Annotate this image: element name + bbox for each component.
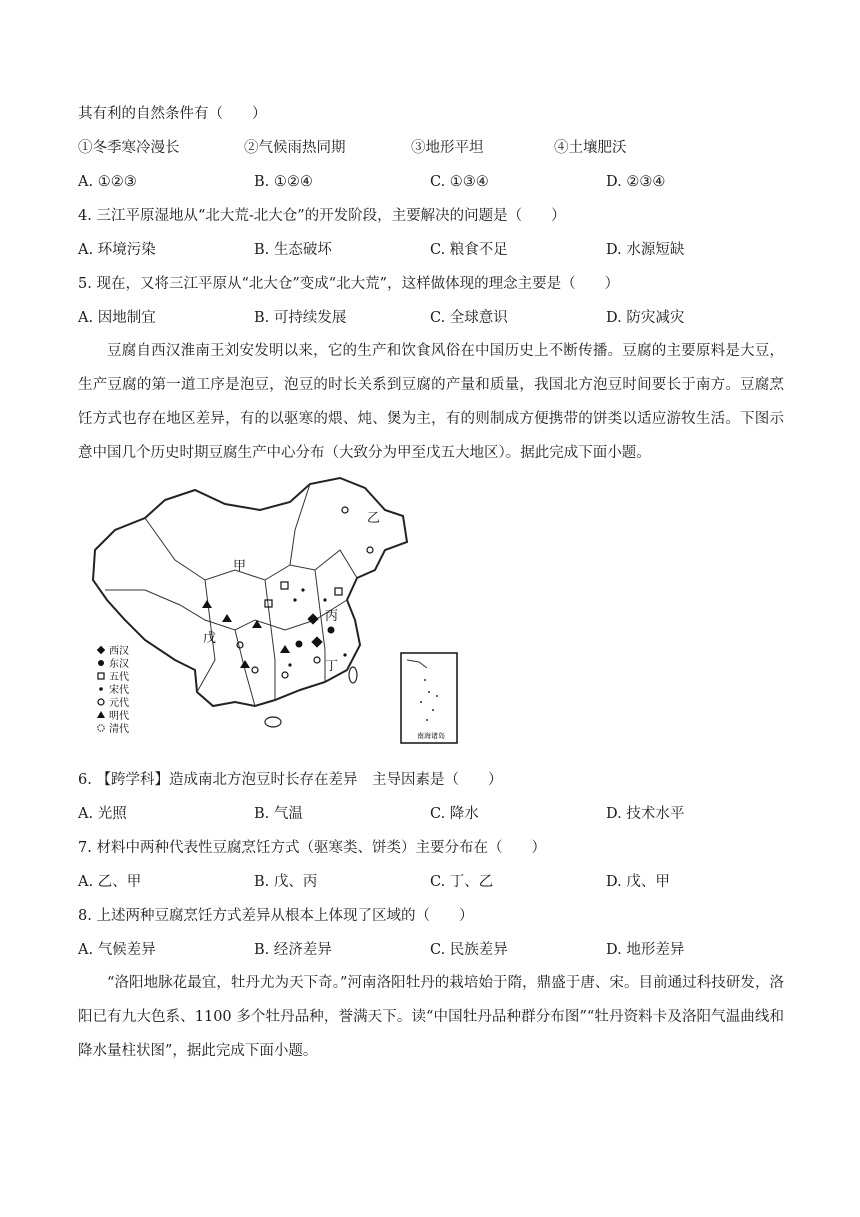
q3-statement-3: ③地形平坦 [411, 140, 484, 156]
q8-options [78, 940, 778, 960]
q6-stem: 6. 【跨学科】造成南北方泡豆时长存在差异 主导因素是（ ） [78, 772, 503, 788]
region-label-wu: 戊 [203, 631, 217, 646]
peony-passage: “洛阳地脉花最宜，牡丹尤为天下奇。”河南洛阳牡丹的栽培始于隋，鼎盛于唐、宋。目前通过科技研发，洛阳已有九大色系、1100 多个牡丹品种，誉满天下。读“中国牡丹品种群分布图”“牡丹资料卡及洛阳气温曲线和降水量柱状图”，据此完成下面小题。 [78, 975, 784, 1059]
q8-option-c: C. 民族差异 [430, 942, 508, 958]
q8-option-d: D. 地形差异 [606, 942, 685, 958]
inset-label: 南海诸岛 [417, 732, 445, 740]
q3-statement-4: ④土壤肥沃 [554, 140, 627, 156]
q3-option-a: A. ①②③ [78, 174, 137, 190]
q3-statements [78, 138, 778, 158]
q8-stem: 8. 上述两种豆腐烹饪方式差异从根本上体现了区域的（ ） [78, 908, 474, 924]
q3-options [78, 172, 778, 192]
q5-option-d: D. 防灾减灾 [606, 310, 685, 326]
q6-option-a: A. 光照 [78, 806, 127, 822]
q8-option-a: A. 气候差异 [78, 942, 156, 958]
q6-option-d: D. 技术水平 [606, 806, 685, 822]
q6-option-c: C. 降水 [430, 806, 479, 822]
map-legend [97, 645, 129, 735]
q4-options [78, 240, 778, 260]
q5-options [78, 308, 778, 328]
q3-option-c: C. ①③④ [430, 174, 489, 190]
legend-item-wudai: 五代 [109, 672, 129, 683]
q3-statement-2: ②气候雨热同期 [244, 140, 346, 156]
china-outline [93, 478, 407, 706]
q5-option-c: C. 全球意识 [430, 310, 508, 326]
q5-option-a: A. 因地制宜 [78, 310, 156, 326]
q3-option-b: B. ①②④ [254, 174, 313, 190]
q6-option-b: B. 气温 [254, 806, 303, 822]
q4-option-a: A. 环境污染 [78, 242, 156, 258]
q5-option-b: B. 可持续发展 [254, 310, 347, 326]
q7-options [78, 872, 778, 892]
q7-option-b: B. 戊、丙 [254, 874, 318, 890]
south-china-sea-inset [401, 653, 457, 743]
q4-option-c: C. 粮食不足 [430, 242, 508, 258]
q5-stem: 5. 现在，又将三江平原从“北大仓”变成“北大荒”，这样做体现的理念主要是（ ） [78, 276, 620, 292]
q3-stem: 其有利的自然条件有（ ） [78, 106, 267, 122]
region-label-yi: 乙 [367, 511, 381, 526]
region-label-jia: 甲 [233, 559, 247, 574]
q6-options [78, 804, 778, 824]
q7-stem: 7. 材料中两种代表性豆腐烹饪方式（驱寒类、饼类）主要分布在（ ） [78, 840, 546, 856]
q7-option-d: D. 戊、甲 [606, 874, 670, 890]
legend-item-yuandai: 元代 [109, 698, 129, 709]
legend-item-xihan: 西汉 [109, 646, 129, 657]
tofu-distribution-map [85, 470, 465, 745]
q4-option-d: D. 水源短缺 [606, 242, 685, 258]
q7-option-c: C. 丁、乙 [430, 874, 494, 890]
region-label-bing: 丙 [325, 609, 339, 624]
legend-item-mingdai: 明代 [109, 711, 129, 722]
legend-item-qingdai: 清代 [109, 724, 129, 735]
q3-option-d: D. ②③④ [606, 174, 666, 190]
q4-stem: 4. 三江平原湿地从“北大荒-北大仓”的开发阶段，主要解决的问题是（ ） [78, 208, 566, 224]
q8-option-b: B. 经济差异 [254, 942, 332, 958]
q3-statement-1: ①冬季寒冷漫长 [78, 140, 180, 156]
q4-option-b: B. 生态破坏 [254, 242, 332, 258]
tofu-passage: 豆腐自西汉淮南王刘安发明以来，它的生产和饮食风俗在中国历史上不断传播。豆腐的主要原料是大豆，生产豆腐的第一道工序是泡豆，泡豆的时长关系到豆腐的产量和质量，我国北方泡豆时间要长于南方。豆腐烹饪方式也存在地区差异，有的以驱寒的煨、炖、煲为主，有的则制成方便携带的饼类以适应游牧生活。下图示意中国几个历史时期豆腐生产中心分布（大致分为甲至戊五大地区）。据此完成下面小题。 [78, 343, 784, 461]
legend-item-songdai: 宋代 [109, 685, 129, 696]
region-label-ding: 丁 [325, 659, 339, 674]
legend-item-donghan: 东汉 [109, 659, 129, 670]
q7-option-a: A. 乙、甲 [78, 874, 142, 890]
